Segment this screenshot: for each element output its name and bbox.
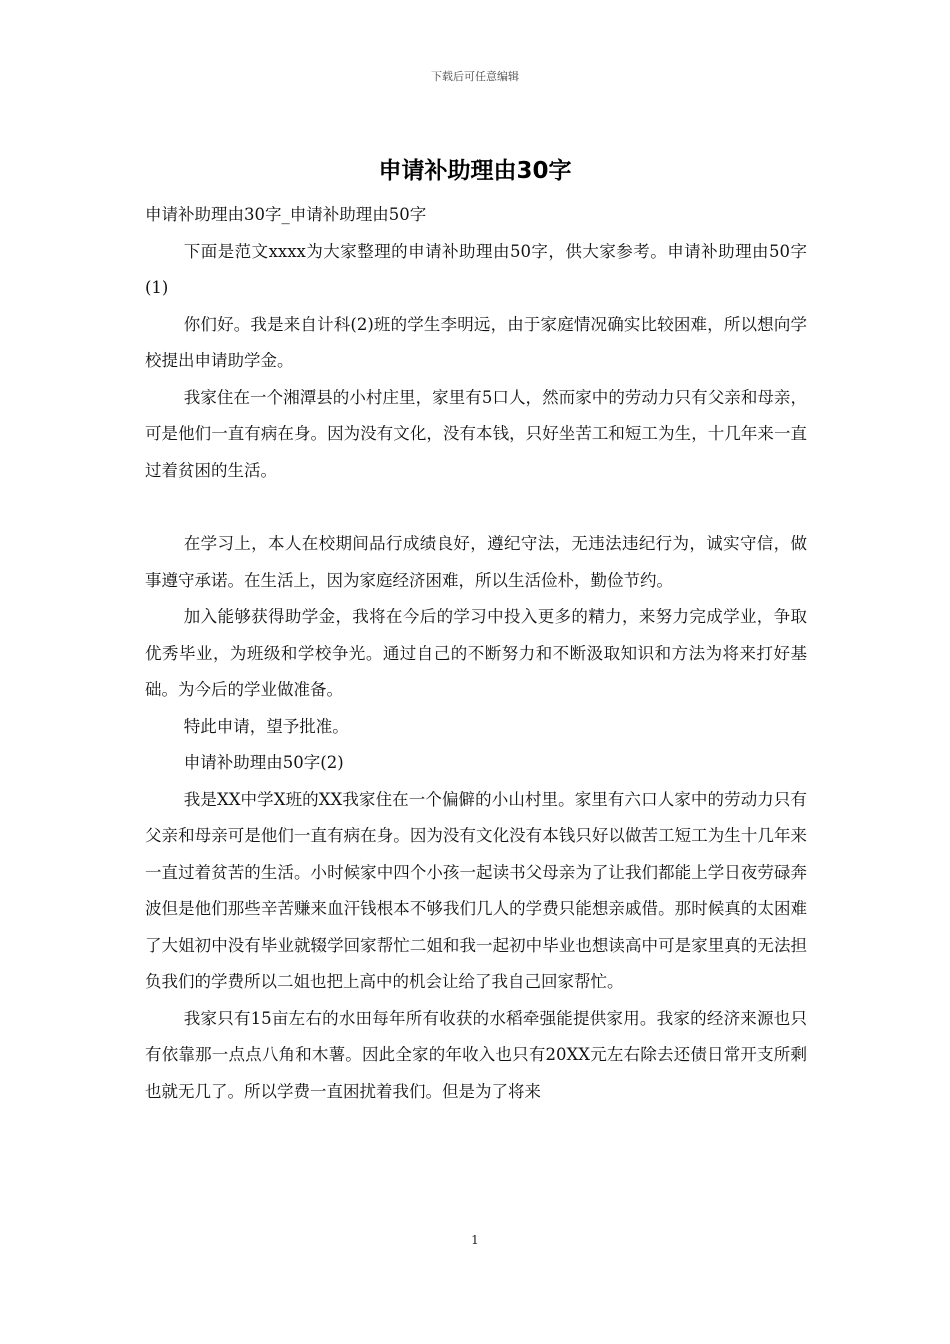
document-body	[145, 197, 807, 1110]
body-paragraph: 在学习上，本人在校期间品行成绩良好，遵纪守法，无违法违纪行为，诚实守信，做事遵守承诺。在生活上，因为家庭经济困难，所以生活俭朴，勤俭节约。	[145, 534, 807, 590]
closing-line: 特此申请，望予批准。	[183, 716, 349, 736]
body-paragraph: 下面是范文xxxx为大家整理的申请补助理由50字，供大家参考。申请补助理由50字(1)	[145, 241, 807, 297]
page-number: 1	[471, 1233, 479, 1247]
body-paragraph: 我家只有15亩左右的水田每年所有收获的水稻牵强能提供家用。我家的经济来源也只有依靠那一点点八角和木薯。因此全家的年收入也只有20XX元左右除去还债日常开支所剩也就无几了。所以学费一直困扰着我们。但是为了将来	[145, 1008, 807, 1101]
document-title: 申请补助理由30字	[378, 158, 572, 184]
section-heading: 申请补助理由50字(2)	[183, 753, 344, 772]
body-paragraph: 加入能够获得助学金，我将在今后的学习中投入更多的精力，来努力完成学业，争取优秀毕业，为班级和学校争光。通过自己的不断努力和不断汲取知识和方法为将来打好基础。为今后的学业做准备。	[145, 607, 807, 699]
blank-line	[145, 489, 807, 526]
body-paragraph: 你们好。我是来自计科(2)班的学生李明远，由于家庭情况确实比较困难，所以想向学校提出申请助学金。	[145, 314, 807, 370]
page-header: 下载后可任意编辑	[431, 70, 519, 83]
body-paragraph: 我家住在一个湘潭县的小村庄里，家里有5口人，然而家中的劳动力只有父亲和母亲，可是他们一直有病在身。因为没有文化，没有本钱，只好坐苦工和短工为生，十几年来一直过着贫困的生活。	[145, 387, 807, 480]
body-paragraph: 我是XX中学X班的XX我家住在一个偏僻的小山村里。家里有六口人家中的劳动力只有父亲和母亲可是他们一直有病在身。因为没有文化没有本钱只好以做苦工短工为生十几年来一直过着贫苦的生活。小时候家中四个小孩一起读书父母亲为了让我们都能上学日夜劳碌奔波但是他们那些辛苦赚来血汗钱根本不够我们几人的学费只能想亲戚借。那时候真的太困难了大姐初中没有毕业就辍学回家帮忙二姐和我一起初中毕业也想读高中可是家里真的无法担负我们的学费所以二姐也把上高中的机会让给了我自己回家帮忙。	[145, 789, 807, 991]
subtitle-line: 申请补助理由30字_申请补助理由50字	[145, 205, 427, 224]
